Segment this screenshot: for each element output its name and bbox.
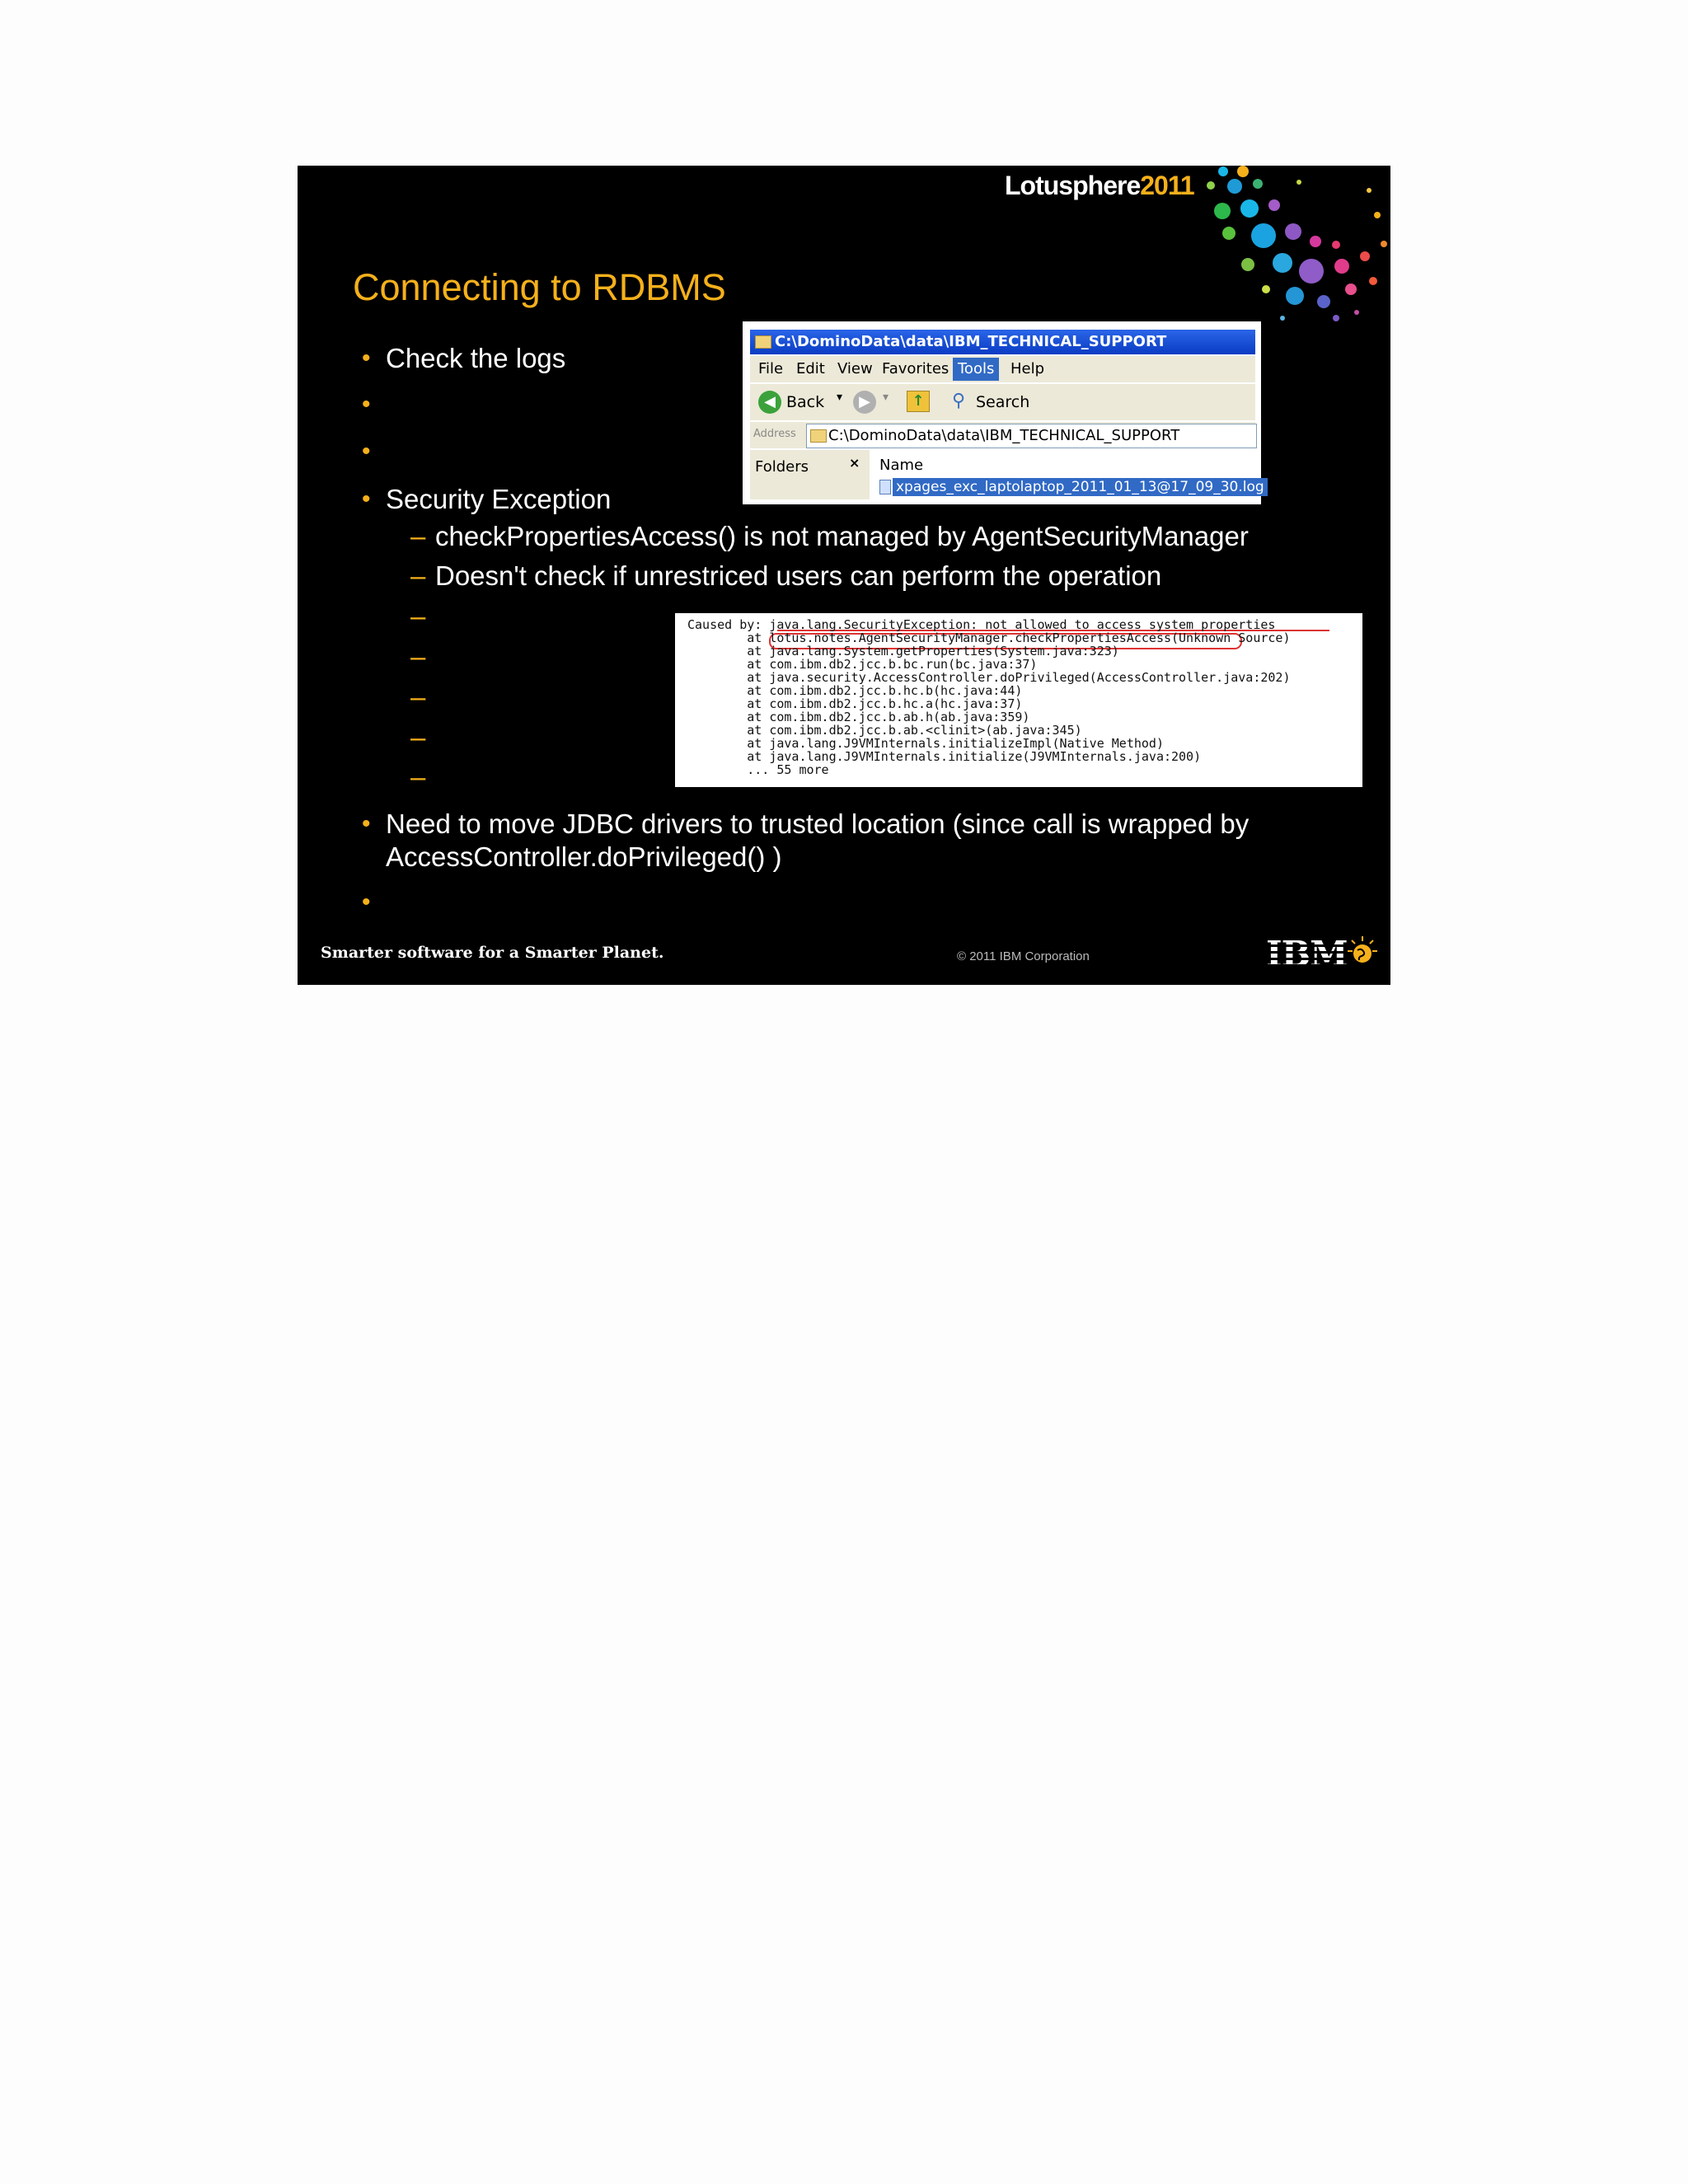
name-column-header[interactable]: Name [879,457,924,474]
trace-line: at java.security.AccessController.doPrivileged(AccessController.java:202) [687,670,1291,685]
footer-tagline: Smarter software for a Smarter Planet. [321,944,664,962]
trace-line: ... 55 more [687,762,829,777]
explorer-titlebar [750,330,1255,354]
explorer-menubar [750,356,1255,382]
trace-line: at lotus.notes.AgentSecurityManager.checkPropertiesAccess(Unknown Source) [687,630,1291,645]
bullet-text: Need to move JDBC drivers to trusted location (since call is wrapped by [386,808,1250,839]
explorer-content [750,450,1264,499]
bullet-dot: • [362,810,371,837]
trace-line: at java.lang.J9VMInternals.initialize(J9VMInternals.java:200) [687,749,1202,764]
bullet-dot: • [362,438,371,465]
slide-title: Connecting to RDBMS [353,266,726,308]
forward-arrow-icon[interactable]: ▶ [853,391,876,414]
sub-bullet-text: Doesn't check if unrestriced users can perform the operation [435,560,1162,591]
sub-bullet-dash: – [410,641,426,672]
bullet-dot: • [362,888,371,916]
decorative-dots [1204,166,1390,322]
trace-line: at com.ibm.db2.jcc.b.bc.run(bc.java:37) [687,657,1038,672]
trace-line: at com.ibm.db2.jcc.b.ab.<clinit>(ab.java:345) [687,723,1082,738]
address-label: Address [753,428,796,440]
bullet-text: Security Exception [386,484,612,514]
trace-line: at java.lang.J9VMInternals.initializeImpl(Native Method) [687,736,1164,751]
back-arrow-icon[interactable]: ◀ [758,391,781,414]
chevron-down-icon[interactable]: ▾ [837,391,843,404]
sub-bullet-dash: – [410,601,426,631]
sub-bullet-dash: – [410,521,426,551]
bullet-dot: • [362,344,371,372]
folders-pane [750,450,870,499]
menu-view[interactable]: View [837,360,873,377]
trace-line: at com.ibm.db2.jcc.b.ab.h(ab.java:359) [687,710,1030,724]
bullet-dot: • [362,485,371,513]
trace-line: at com.ibm.db2.jcc.b.hc.b(hc.java:44) [687,683,1023,698]
smarter-planet-icon [1347,935,1378,967]
sub-bullet-dash: – [410,682,426,712]
stack-trace-panel [675,613,1362,787]
file-icon [879,480,891,494]
menu-edit[interactable]: Edit [796,360,825,377]
brand-name: Lotusphere [1005,171,1141,200]
explorer-title: C:\DominoData\data\IBM_TECHNICAL_SUPPORT [775,333,1167,350]
explorer-toolbar [750,384,1255,420]
folder-icon [810,429,827,443]
menu-favorites[interactable]: Favorites [882,360,950,377]
lotusphere-logo [1005,171,1194,200]
chevron-down-icon[interactable]: ▾ [883,391,889,404]
folder-icon [755,335,771,349]
brand-year: 2011 [1140,171,1194,200]
menu-tools[interactable]: Tools [953,358,999,381]
search-icon[interactable]: ⚲ [952,391,966,411]
close-icon[interactable]: × [849,455,860,471]
menu-file[interactable]: File [758,360,784,377]
sub-bullet-dash: – [410,762,426,792]
address-value: C:\DominoData\data\IBM_TECHNICAL_SUPPORT [828,427,1180,444]
bullet-text: AccessController.doPrivileged() ) [386,841,782,872]
slide [298,166,1390,985]
trace-line: at java.lang.System.getProperties(System.java:323) [687,644,1119,658]
bullet-dot: • [362,391,371,418]
sub-bullet-dash: – [410,560,426,591]
folder-up-icon[interactable]: ↑ [907,391,930,412]
menu-help[interactable]: Help [1010,360,1045,377]
sub-bullet-text: checkPropertiesAccess() is not managed by AgentSecurityManager [435,521,1249,551]
trace-line: at com.ibm.db2.jcc.b.hc.a(hc.java:37) [687,696,1023,711]
file-list-item[interactable]: xpages_exc_laptolaptop_2011_01_13@17_09_30.log [893,478,1268,496]
address-bar [750,422,1255,448]
sub-bullet-dash: – [410,722,426,752]
folders-label: Folders [755,458,809,476]
ibm-logo: IBM [1266,934,1348,974]
search-button[interactable]: Search [976,393,1030,411]
trace-line: Caused by: java.lang.SecurityException: not allowed to access system properties [687,617,1276,632]
back-button[interactable]: Back [786,393,825,411]
explorer-window [743,321,1264,504]
footer-copyright: © 2011 IBM Corporation [957,949,1090,963]
address-input[interactable] [806,424,1257,448]
bullet-text: Check the logs [386,343,566,373]
